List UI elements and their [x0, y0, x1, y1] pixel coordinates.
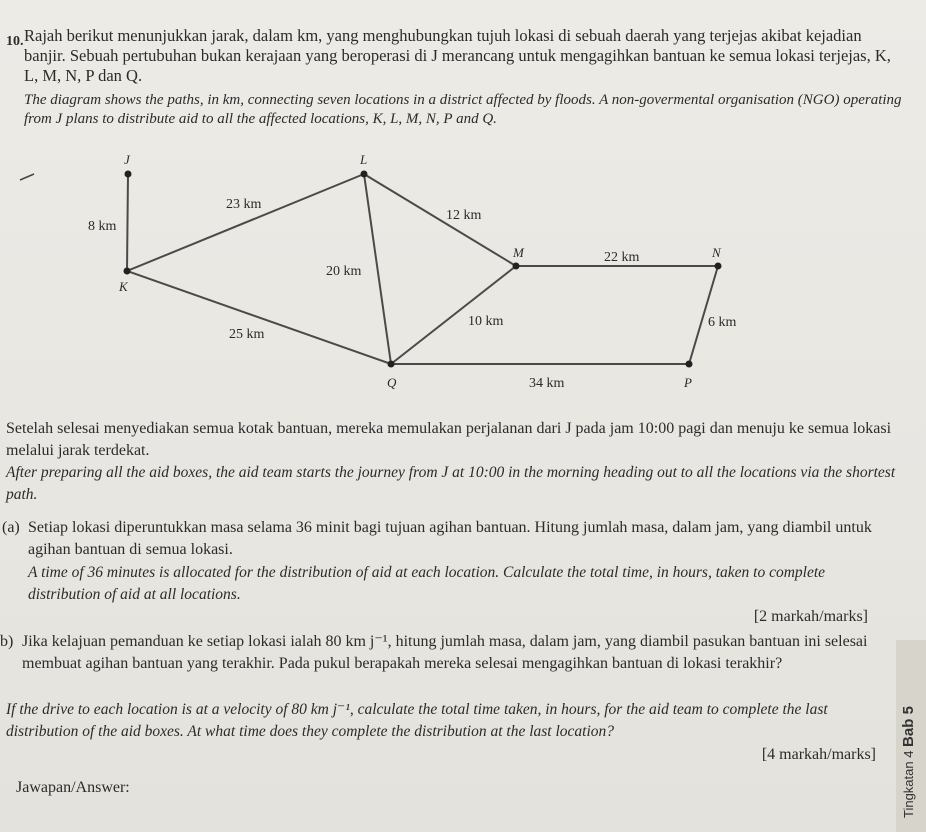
part-b-malay: Jika kelajuan pemanduan ke setiap lokasi ialah 80 km j⁻¹, hitung jumlah masa, dalam jam, yang diambil pasukan bantuan ini selesai membuat agihan bantuan yang terakhir. Pada pukul berapakah mereka selesai mengagihkan bantuan di lokasi terakhir? [22, 633, 868, 672]
label-P: P [684, 375, 692, 390]
intro-malay: Rajah berikut menunjukkan jarak, dalam km, yang menghubungkan tujuh lokasi di sebuah daerah yang terjejas akibat kejadian banjir. Sebuah pertubuhan bukan kerajaan yang beroperasi di J merancang untuk mengagihkan bantuan ke semua lokasi terjejas, K, L, M, N, P dan Q. [24, 26, 891, 85]
part-a-label: (a) [2, 519, 20, 536]
edge-KQ [127, 271, 391, 364]
part-a-malay: Setiap lokasi diperuntukkan masa selama 36 minit bagi tujuan agihan bantuan. Hitung jumlah masa, dalam jam, yang diambil untuk agihan bantuan di semua lokasi. [28, 519, 872, 558]
label-M: M [513, 245, 524, 260]
dist-LQ: 20 km [326, 264, 362, 279]
part-b-label: b) [0, 633, 14, 650]
part-a-english: A time of 36 minutes is allocated for the distribution of aid at each location. Calculate the total time, in hours, taken to complete distribution of aid at all locations. [28, 564, 826, 603]
label-N: N [712, 245, 721, 260]
side-tab-text [900, 706, 917, 818]
dist-MN: 22 km [604, 250, 640, 265]
edge-JK [127, 174, 128, 271]
dist-KL: 23 km [226, 197, 262, 212]
part-a-marks: [2 markah/marks] [753, 608, 868, 625]
intro-english: The diagram shows the paths, in km, connecting seven locations in a district affected by floods. A non-govermental organisation (NGO) operating from J plans to distribute aid to all the affected locations, K, L, M, N, P and Q. [24, 92, 902, 127]
context-malay: Setelah selesai menyediakan semua kotak bantuan, mereka memulakan perjalanan dari J pada jam 10:00 pagi dan menuju ke semua lokasi melalui jarak terdekat. [6, 420, 892, 459]
stray-mark [20, 174, 34, 180]
network-diagram [0, 140, 926, 410]
node-J [125, 171, 132, 178]
answer-label: Jawapan/Answer: [16, 779, 130, 796]
context-english: After preparing all the aid boxes, the aid team starts the journey from J at 10:00 in the morning heading out to all the locations via the shortest path. [6, 464, 896, 503]
side-tab-chapter: Bab 5 [900, 706, 917, 747]
edge-KL [127, 174, 364, 271]
label-L: L [360, 152, 368, 167]
node-Q [388, 361, 395, 368]
part-b-marks: [4 markah/marks] [761, 746, 876, 763]
label-J: J [124, 152, 130, 167]
dist-QP: 34 km [529, 376, 565, 391]
question-number: 10. [6, 34, 24, 49]
dist-JK: 8 km [88, 219, 117, 234]
part-b-english: If the drive to each location is at a velocity of 80 km j⁻¹, calculate the total time taken, in hours, for the aid team to complete the last distribution of the aid boxes. At what time does they complete the distribution at the last location? [6, 701, 828, 740]
node-K [124, 268, 131, 275]
dist-KQ: 25 km [229, 327, 265, 342]
node-N [715, 263, 722, 270]
dist-NP: 6 km [708, 315, 737, 330]
chapter-side-tab [896, 640, 926, 832]
edge-LM [364, 174, 516, 266]
node-M [513, 263, 520, 270]
dist-MQ: 10 km [468, 314, 504, 329]
node-L [361, 171, 368, 178]
side-tab-form: Tingkatan 4 [901, 746, 916, 818]
dist-LM: 12 km [446, 208, 482, 223]
network-svg [0, 140, 926, 410]
label-Q: Q [387, 375, 397, 390]
node-P [686, 361, 693, 368]
edge-LQ [364, 174, 391, 364]
label-K: K [119, 279, 128, 294]
